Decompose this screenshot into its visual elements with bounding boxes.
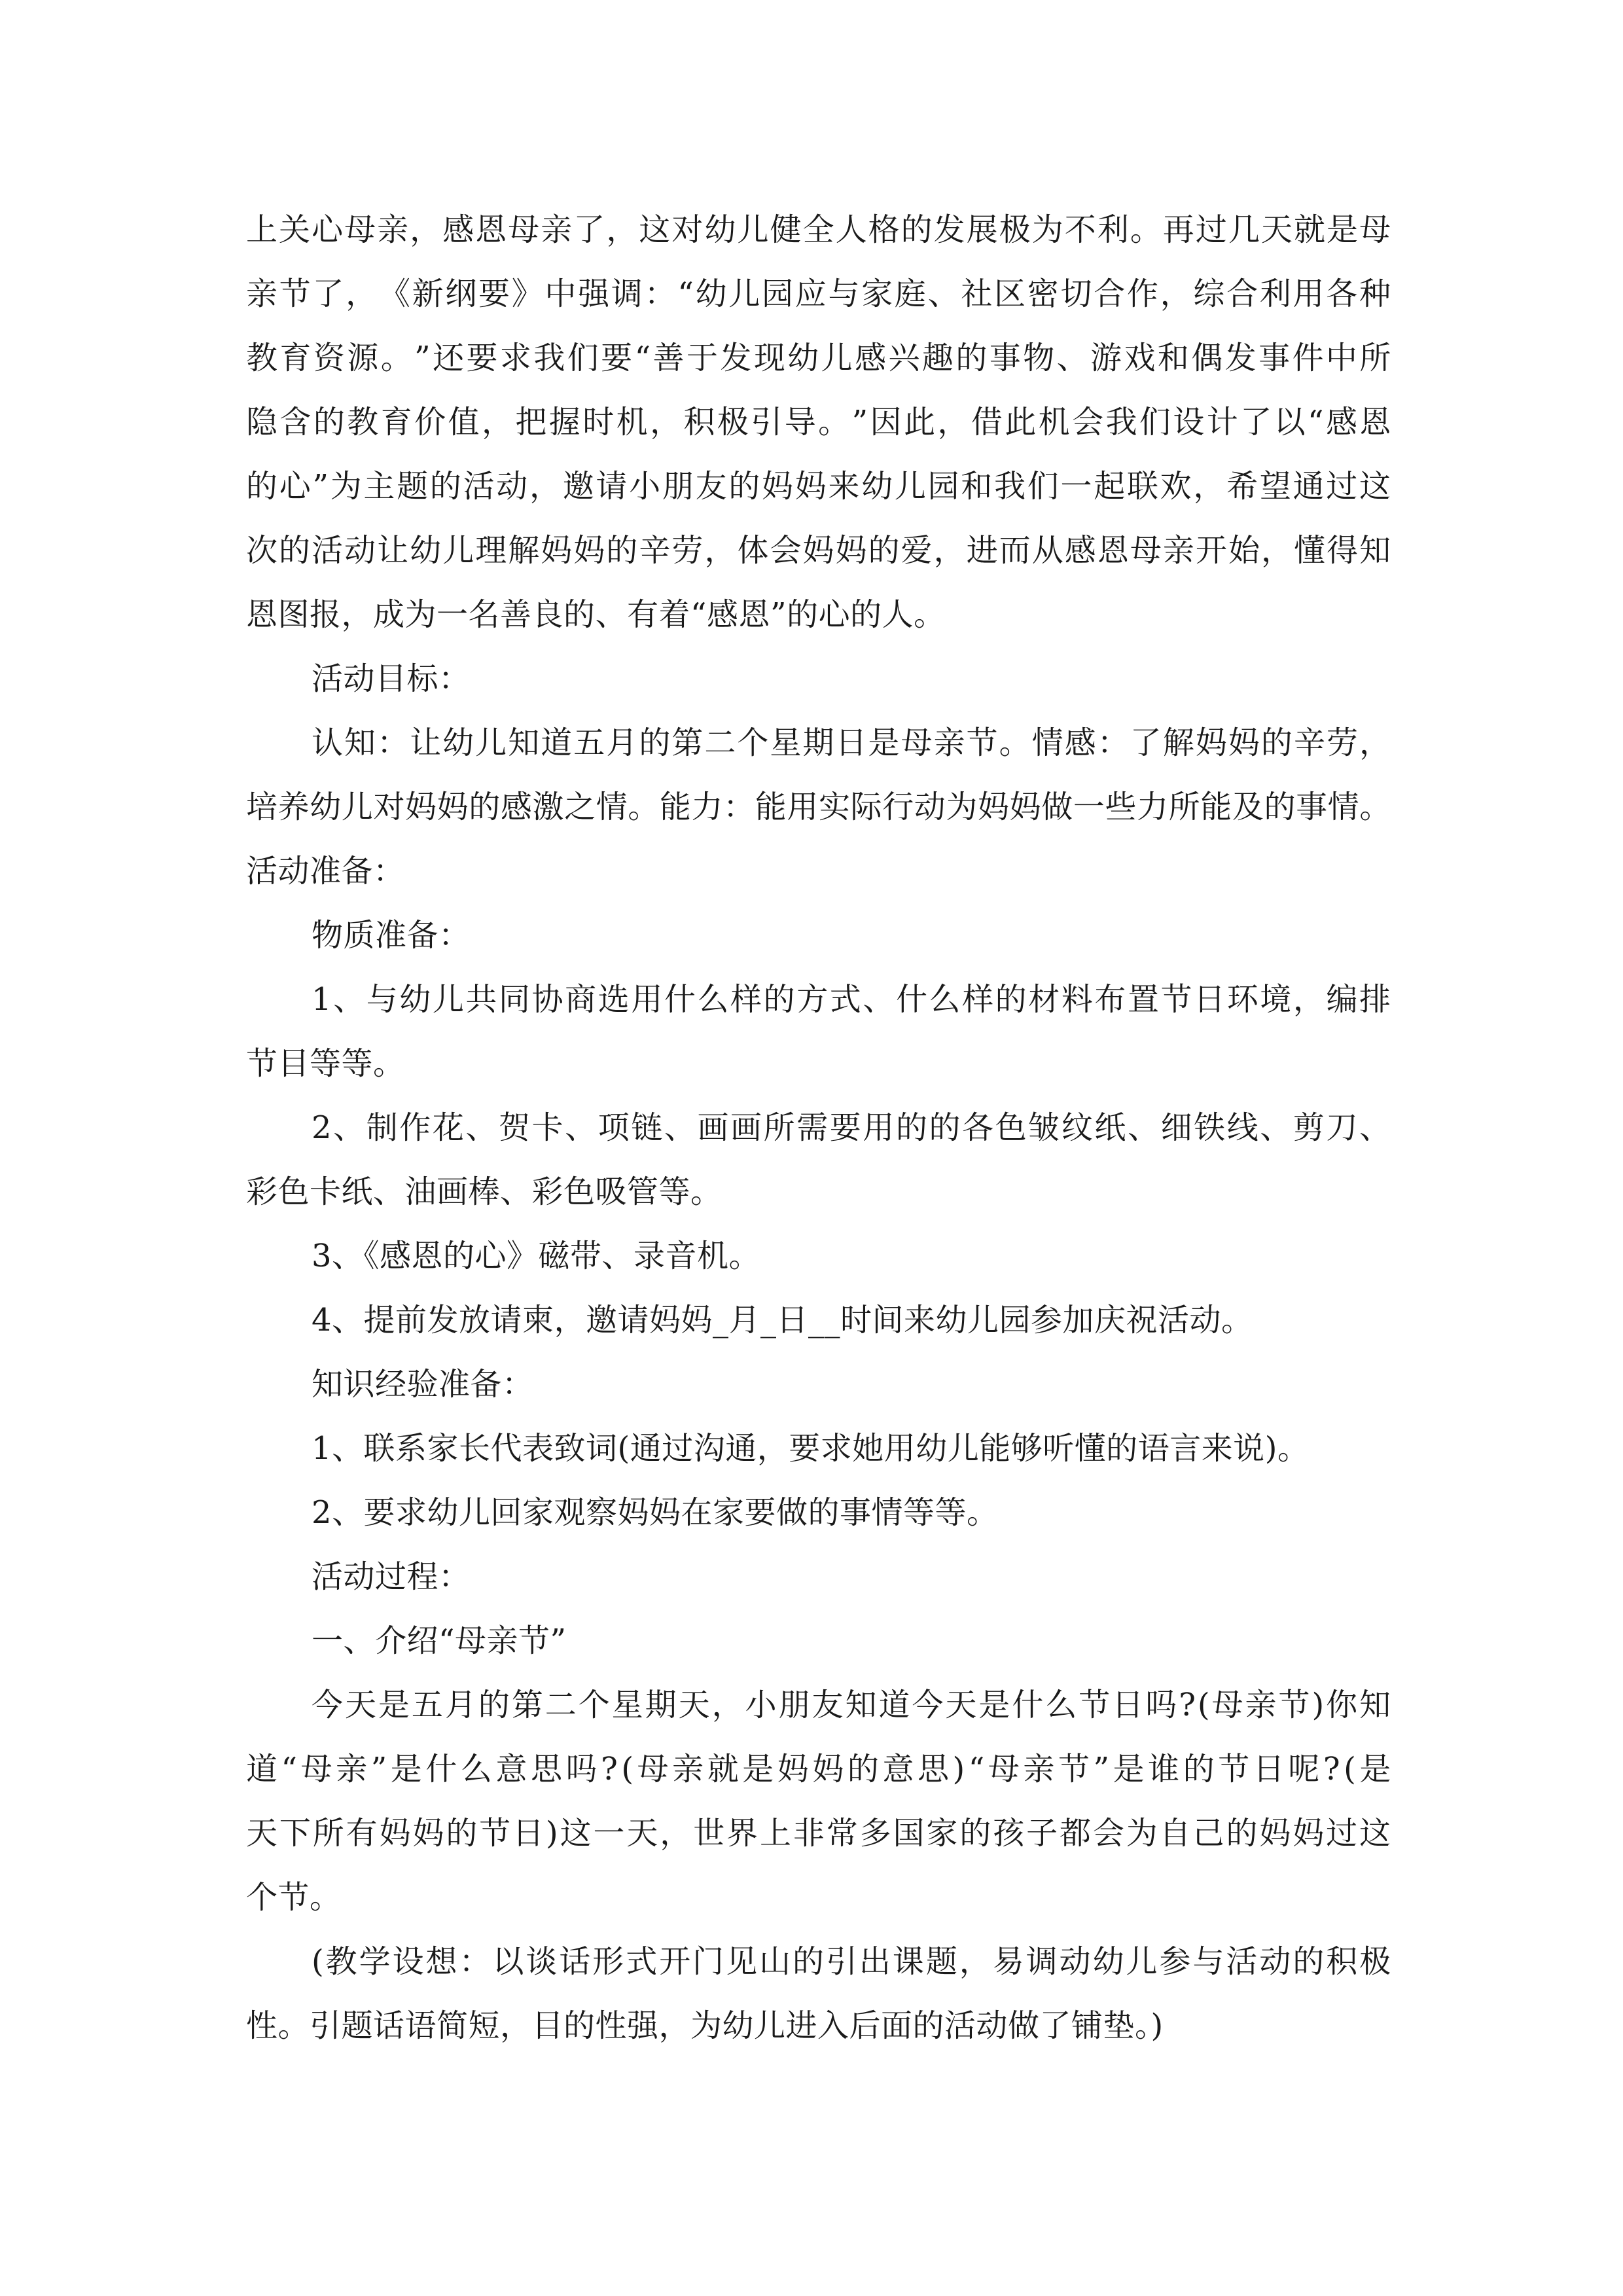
list-item: 2、要求幼儿回家观察妈妈在家要做的事情等等。 [312, 1494, 999, 1531]
section-heading: 一、介绍“母亲节” [312, 1623, 567, 1659]
section-heading: 知识经验准备： [312, 1366, 534, 1403]
text-line: 亲 节 了 ， 《 新 纲 要 》 中 强 调 ： “ 幼 儿 园 应 与 家 庭 、 社 区 密 切 合 作 ， 综 合 利 用 各 种 [246, 276, 1391, 312]
text-line: 个节。 [246, 1879, 342, 1916]
section-heading: 活动过程： [312, 1558, 471, 1595]
list-item: 1、联系家长代表致词(通过沟通，要求她用幼儿能够听懂的语言来说)。 [312, 1430, 1310, 1467]
text-line: 今 天 是 五 月 的 第 二 个 星 期 天 ， 小 朋 友 知 道 今 天 是 什 么 节 日 吗 ? ( 母 亲 节 ) 你 知 [312, 1687, 1391, 1723]
section-heading: 活动准备： [246, 853, 405, 889]
text-line: 天 下 所 有 妈 妈 的 节 日 ) 这 一 天 ， 世 界 上 非 常 多 国 家 的 孩 子 都 会 为 自 己 的 妈 妈 过 这 [246, 1815, 1391, 1852]
list-item: 4、提前发放请柬，邀请妈妈_月_日__时间来幼儿园参加庆祝活动。 [312, 1302, 1253, 1338]
list-item: 3、《感恩的心》磁带、录音机。 [312, 1238, 761, 1274]
text-line: 的 心 ” 为 主 题 的 活 动 ， 邀 请 小 朋 友 的 妈 妈 来 幼 儿 园 和 我 们 一 起 联 欢 ， 希 望 通 过 这 [246, 468, 1391, 505]
text-line: 次 的 活 动 让 幼 儿 理 解 妈 妈 的 辛 劳 ， 体 会 妈 妈 的 爱 ， 进 而 从 感 恩 母 亲 开 始 ， 懂 得 知 [246, 532, 1391, 569]
text-line: 隐 含 的 教 育 价 值 ， 把 握 时 机 ， 积 极 引 导 。 ” 因 此 ， 借 此 机 会 我 们 设 计 了 以 “ 感 恩 [246, 404, 1391, 440]
list-item: 1 、 与 幼 儿 共 同 协 商 选 用 什 么 样 的 方 式 、 什 么 样 的 材 料 布 置 节 日 环 境 ， 编 排 [312, 981, 1391, 1018]
text-line: ( 教 学 设 想 ： 以 谈 话 形 式 开 门 见 山 的 引 出 课 题 ， 易 调 动 幼 儿 参 与 活 动 的 积 极 [312, 1943, 1391, 1980]
section-heading: 活动目标： [312, 660, 471, 697]
text-line: 性。引题话语简短，目的性强，为幼儿进入后面的活动做了铺垫。) [246, 2007, 1164, 2044]
text-line: 道 “ 母 亲 ” 是 什 么 意 思 吗 ? ( 母 亲 就 是 妈 妈 的 意 思 ) “ 母 亲 节 ” 是 谁 的 节 日 呢 ? ( 是 [246, 1751, 1391, 1787]
document-body [246, 198, 1391, 2058]
text-line: 节目等等。 [246, 1045, 405, 1082]
text-line: 上 关 心 母 亲 ， 感 恩 母 亲 了 ， 这 对 幼 儿 健 全 人 格 的 发 展 极 为 不 利 。 再 过 几 天 就 是 母 [246, 211, 1391, 248]
text-line: 恩图报，成为一名善良的、有着“感恩”的心的人。 [246, 596, 946, 633]
text-line: 教 育 资 源 。 ” 还 要 求 我 们 要 “ 善 于 发 现 幼 儿 感 兴 趣 的 事 物 、 游 戏 和 偶 发 事 件 中 所 [246, 340, 1391, 376]
text-line: 彩色卡纸、油画棒、彩色吸管等。 [246, 1174, 722, 1210]
section-heading: 物质准备： [312, 917, 471, 954]
text-line: 培 养 幼 儿 对 妈 妈 的 感 激 之 情 。 能 力 ： 能 用 实 际 行 动 为 妈 妈 做 一 些 力 所 能 及 的 事 情 。 [246, 789, 1391, 825]
text-line: 认 知 ： 让 幼 儿 知 道 五 月 的 第 二 个 星 期 日 是 母 亲 节 。 情 感 ： 了 解 妈 妈 的 辛 劳 ， [312, 725, 1391, 761]
list-item: 2 、 制 作 花 、 贺 卡 、 项 链 、 画 画 所 需 要 用 的 的 各 色 皱 纹 纸 、 细 铁 线 、 剪 刀 、 [312, 1109, 1391, 1146]
